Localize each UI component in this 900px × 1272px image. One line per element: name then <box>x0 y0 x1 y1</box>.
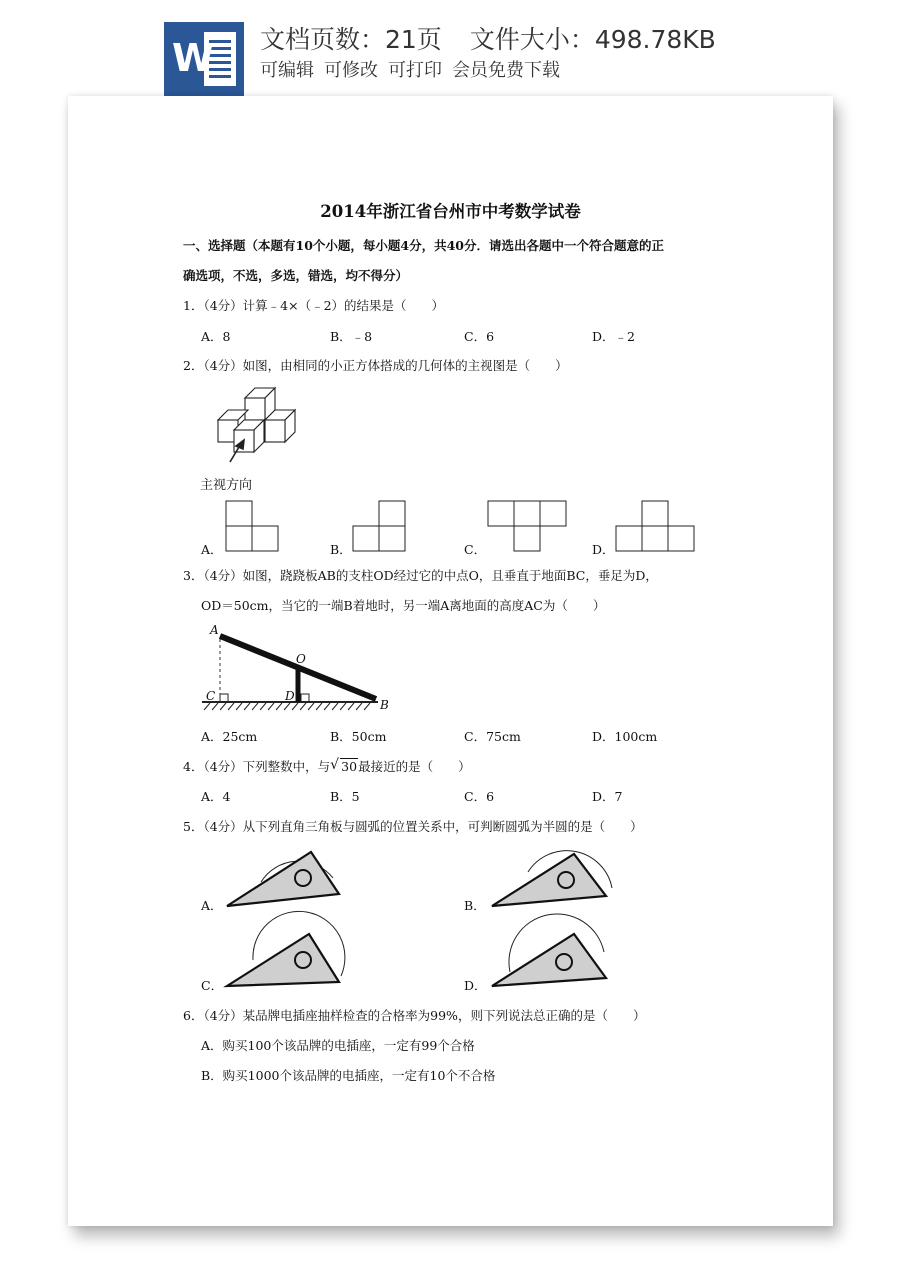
q2-option-d-view <box>615 500 697 552</box>
q1-option-b: B．﹣8 <box>330 329 373 344</box>
q2-option-c: C． <box>464 542 487 557</box>
q1-option-d: D．﹣2 <box>592 329 635 344</box>
file-stats <box>260 20 744 56</box>
q3-label-a: A <box>210 623 219 637</box>
q3-seesaw-figure <box>200 624 396 716</box>
question-4-stem <box>183 757 471 775</box>
q6-option-a: A．购买100个该品牌的电插座，一定有99个合格 <box>201 1038 475 1053</box>
q3-label-b: B <box>380 698 389 712</box>
q2-option-b: B． <box>330 542 352 557</box>
feature-printable: 可打印 <box>388 60 442 81</box>
q2-option-b-view <box>352 500 408 552</box>
q5-option-c-figure <box>223 918 345 990</box>
q1-option-a: A．8 <box>201 329 231 344</box>
feature-list <box>260 56 570 82</box>
q3-label-o: O <box>296 652 306 666</box>
document-page <box>68 96 833 1226</box>
q5-option-a-figure <box>223 848 343 910</box>
feature-modifiable: 可修改 <box>324 60 378 81</box>
document-info-header <box>0 0 900 100</box>
question-2-stem: 2．（4分）如图，由相同的小正方体搭成的几何体的主视图是（ ） <box>183 358 568 373</box>
question-3-stem-line2: OD＝50cm，当它的一端B着地时，另一端A离地面的高度AC为（ ） <box>201 598 606 613</box>
q4-stem-before: 4．（4分）下列整数中，与 <box>183 759 331 774</box>
q1-option-c: C．6 <box>464 329 495 344</box>
q3-option-a: A．25cm <box>201 729 258 744</box>
q3-option-c: C．75cm <box>464 729 521 744</box>
q4-sqrt-expression: √ 30 <box>330 757 358 774</box>
q2-option-a: A． <box>201 542 223 557</box>
q3-option-b: B．50cm <box>330 729 387 744</box>
exam-title: 2014年浙江省台州市中考数学试卷 <box>320 202 581 221</box>
q5-option-d: D． <box>464 978 487 993</box>
q4-option-c: C．6 <box>464 789 495 804</box>
q4-radicand: 30 <box>341 759 358 774</box>
q6-option-b: B．购买1000个该品牌的电插座，一定有10个不合格 <box>201 1068 496 1083</box>
feature-editable: 可编辑 <box>260 60 314 81</box>
word-document-icon: W <box>164 22 244 96</box>
q3-option-d: D．100cm <box>592 729 658 744</box>
q2-view-direction-caption: 主视方向 <box>200 478 253 493</box>
section1-instructions-line1: 一、选择题（本题有10个小题，每小题4分，共40分．请选出各题中一个符合题意的正 <box>183 238 664 253</box>
q2-option-a-view <box>225 500 281 552</box>
question-1-stem: 1．（4分）计算﹣4×（﹣2）的结果是（ ） <box>183 298 445 313</box>
page-count: 文档页数：21页 <box>260 25 442 54</box>
question-3-stem-line1: 3．（4分）如图，跷跷板AB的支柱OD经过它的中点O，且垂直于地面BC，垂足为D， <box>183 568 658 583</box>
question-5-stem: 5．（4分）从下列直角三角板与圆弧的位置关系中，可判断圆弧为半圆的是（ ） <box>183 819 643 834</box>
q2-cube-figure <box>208 386 318 476</box>
section1-instructions-line2: 确选项，不选，多选，错选，均不得分） <box>183 268 409 283</box>
q5-option-d-figure <box>488 922 608 990</box>
q5-option-a: A． <box>201 898 223 913</box>
q4-option-d: D．7 <box>592 789 623 804</box>
q4-option-a: A．4 <box>201 789 231 804</box>
q3-label-d: D <box>285 689 295 703</box>
q2-option-c-view <box>487 500 569 552</box>
feature-free-download: 会员免费下载 <box>452 60 560 81</box>
q5-option-c: C． <box>201 978 224 993</box>
q4-stem-after: 最接近的是（ ） <box>358 759 471 774</box>
question-6-stem: 6．（4分）某品牌电插座抽样检查的合格率为99%，则下列说法总正确的是（ ） <box>183 1008 646 1023</box>
q5-option-b: B． <box>464 898 486 913</box>
q4-option-b: B．5 <box>330 789 360 804</box>
q5-option-b-figure <box>488 844 618 910</box>
file-size: 文件大小：498.78KB <box>469 25 716 54</box>
q3-label-c: C <box>206 689 216 703</box>
q2-option-d: D． <box>592 542 615 557</box>
